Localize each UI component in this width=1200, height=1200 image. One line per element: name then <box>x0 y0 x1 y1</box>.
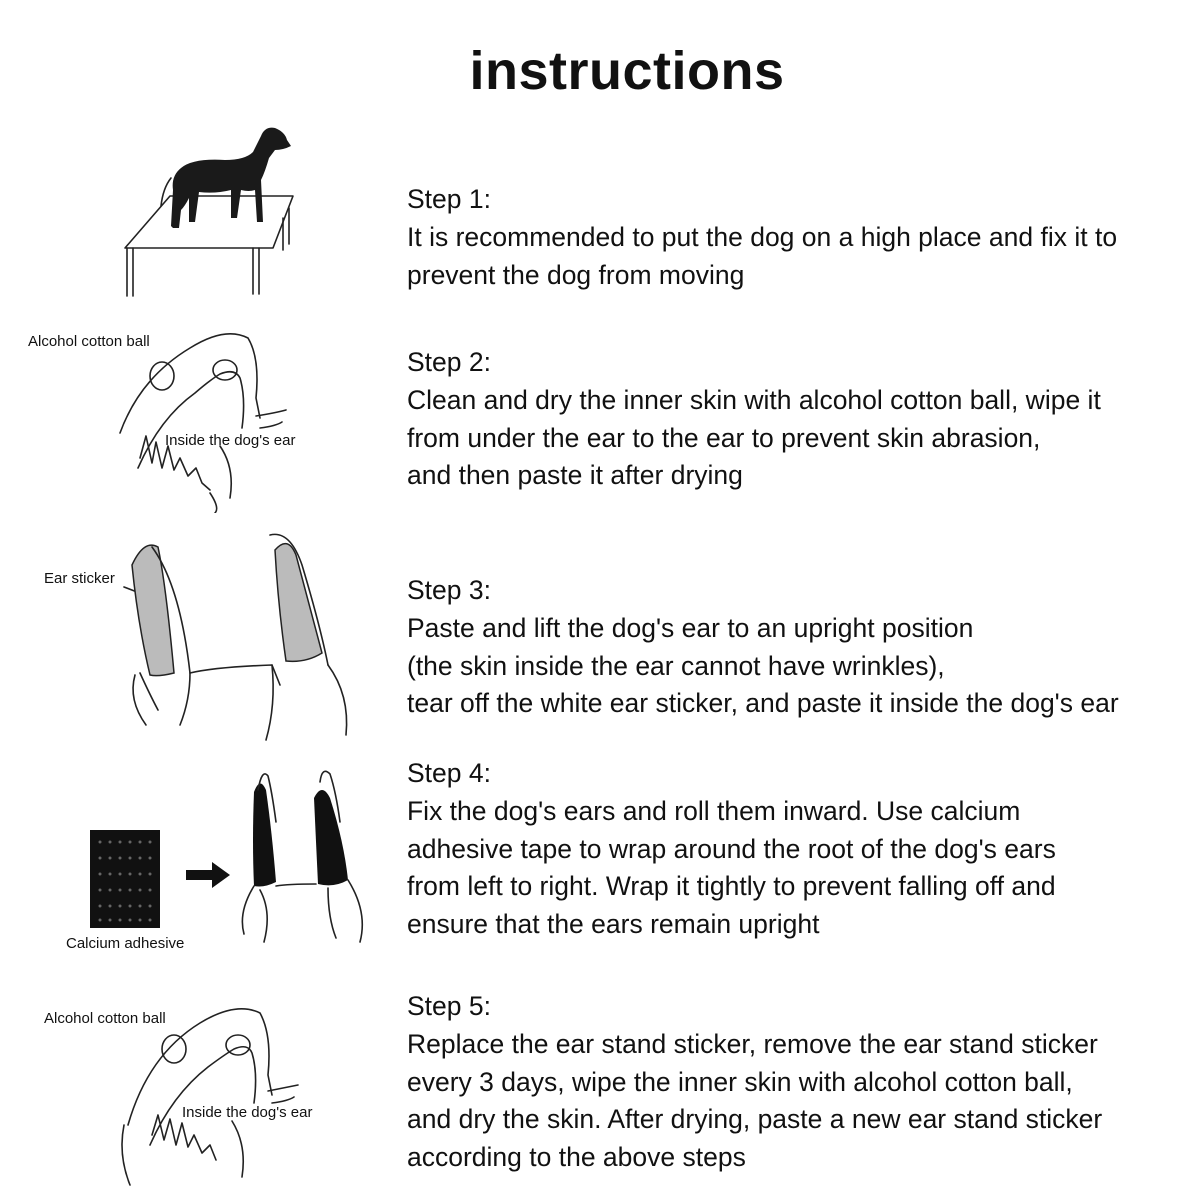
arrow-right-icon <box>184 860 234 890</box>
step-heading: Step 3: <box>407 575 491 605</box>
label-calcium-adhesive: Calcium adhesive <box>66 935 185 952</box>
hand-wiping-ear-icon <box>40 995 350 1190</box>
step-text-line: Paste and lift the dog's ear to an upright position <box>407 612 974 643</box>
calcium-tape-icon <box>62 820 212 960</box>
step-heading: Step 4: <box>407 758 491 788</box>
page-title: instructions <box>469 41 785 101</box>
step-text-line: Replace the ear stand sticker, remove the ear stand sticker <box>407 1028 1098 1059</box>
step-text-line: prevent the dog from moving <box>407 259 745 290</box>
step-2 <box>407 344 1187 495</box>
step-text-line: every 3 days, wipe the inner skin with alcohol cotton ball, <box>407 1066 1073 1097</box>
step-text-line: according to the above steps <box>407 1142 746 1173</box>
step-text-line: and then paste it after drying <box>407 460 743 491</box>
label-inside-dogs-ear: Inside the dog's ear <box>165 432 296 449</box>
wrapped-ears-icon <box>232 762 382 952</box>
step-text-line: from left to right. Wrap it tightly to prevent falling off and <box>407 871 1056 902</box>
step-heading: Step 1: <box>407 184 491 214</box>
step-text-line: ensure that the ears remain upright <box>407 909 820 940</box>
dog-on-table-icon <box>115 118 305 303</box>
step-text-line: and dry the skin. After drying, paste a new ear stand sticker <box>407 1104 1103 1135</box>
step-text-line: Clean and dry the inner skin with alcohol cotton ball, wipe it <box>407 384 1101 415</box>
step-text-line: Fix the dog's ears and roll them inward. Use calcium <box>407 795 1021 826</box>
step-3 <box>407 572 1187 723</box>
step-4 <box>407 755 1187 944</box>
step-text-line: from under the ear to the ear to prevent skin abrasion, <box>407 422 1041 453</box>
step-text-line: adhesive tape to wrap around the root of the dog's ears <box>407 833 1056 864</box>
label-alcohol-cotton-ball: Alcohol cotton ball <box>28 333 150 350</box>
step-heading: Step 5: <box>407 991 491 1021</box>
step-text-line: (the skin inside the ear cannot have wrinkles), <box>407 650 945 681</box>
step-text-line: It is recommended to put the dog on a high place and fix it to <box>407 221 1118 252</box>
step-heading: Step 2: <box>407 347 491 377</box>
label-ear-sticker: Ear sticker <box>44 570 115 587</box>
step-text-line: tear off the white ear sticker, and paste it inside the dog's ear <box>407 688 1119 719</box>
label-inside-dogs-ear: Inside the dog's ear <box>182 1104 313 1121</box>
ear-stickers-icon <box>40 525 360 745</box>
step-5 <box>407 988 1187 1177</box>
step-1 <box>407 181 1187 294</box>
label-alcohol-cotton-ball: Alcohol cotton ball <box>44 1010 166 1027</box>
hand-wiping-ear-icon <box>20 318 330 513</box>
